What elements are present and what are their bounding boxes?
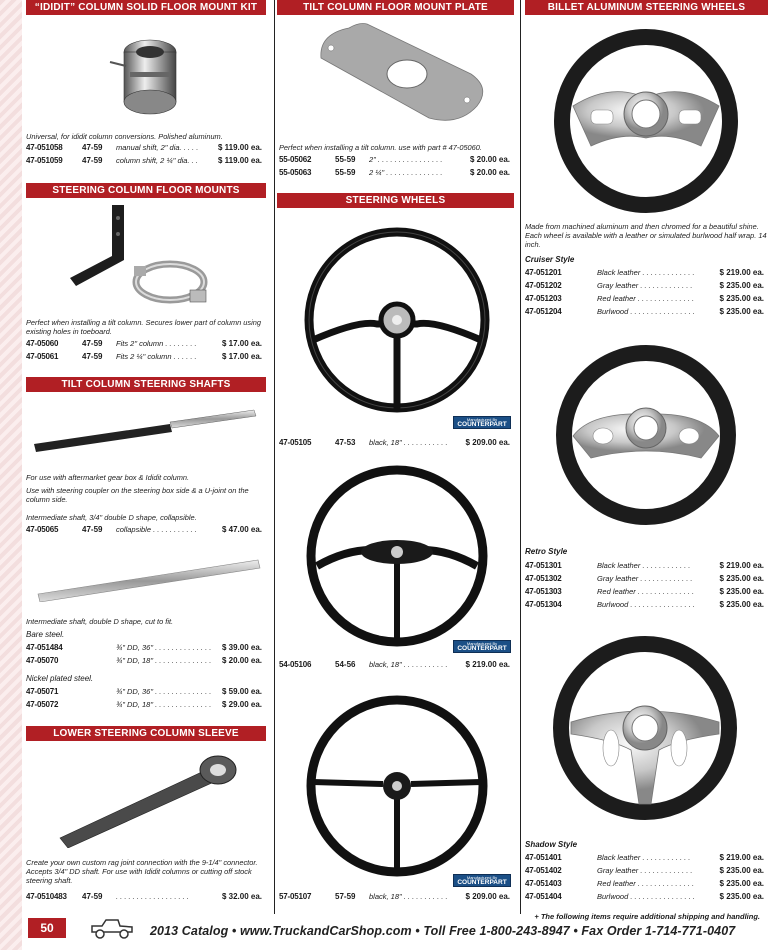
- product-row: 47-05060 47-59 Fits 2" column . . . . . . . . $ 17.00 ea.: [26, 339, 262, 348]
- retro-wheel-image: [551, 340, 741, 530]
- product-row: 47-051404 Burlwood . . . . . . . . . . . . . . . . $ 235.00 ea.: [525, 892, 764, 901]
- mount-plate-description: Perfect when installing a tilt column. use with part # 47-05060.: [279, 143, 482, 152]
- product-row: 47-05070 ¾" DD, 18" . . . . . . . . . . . . . . $ 20.00 ea.: [26, 656, 262, 665]
- nickel-steel-label: Nickel plated steel.: [26, 674, 94, 683]
- style-name-shadow: Shadow Style: [525, 840, 578, 849]
- product-row: 47-051302 Gray leather . . . . . . . . . . . . . $ 235.00 ea.: [525, 574, 764, 583]
- product-row: 47-051301 Black leather . . . . . . . . . . . . $ 219.00 ea.: [525, 561, 764, 570]
- shafts-description-4: Intermediate shaft, double D shape, cut to fit.: [26, 617, 174, 626]
- cruiser-wheel-image: [551, 26, 741, 216]
- product-row: 47-051403 Red leather . . . . . . . . . . . . . . $ 235.00 ea.: [525, 879, 764, 888]
- steering-wheel-57-image: [299, 688, 495, 884]
- product-row: 47-051484 ¾" DD, 36" . . . . . . . . . . . . . . $ 39.00 ea.: [26, 643, 262, 652]
- product-row: 47-05061 47-59 Fits 2 ¼" column . . . . . . $ 17.00 ea.: [26, 352, 262, 361]
- product-row: 47-051402 Gray leather . . . . . . . . . . . . . $ 235.00 ea.: [525, 866, 764, 875]
- ididit-kit-description: Universal, for ididit column conversions. Polished aluminum.: [26, 132, 223, 141]
- section-header-floor-mount-plate: TILT COLUMN FLOOR MOUNT PLATE: [277, 0, 514, 15]
- floor-mounts-description: Perfect when installing a tilt column. Secures lower part of column using existing holes in toeboard.: [26, 318, 261, 336]
- product-row: 47-051201 Black leather . . . . . . . . . . . . . $ 219.00 ea.: [525, 268, 764, 277]
- product-row: 47-05071 ¾" DD, 36" . . . . . . . . . . . . . . $ 59.00 ea.: [26, 687, 262, 696]
- product-row: 47-051058 47-59 manual shift, 2" dia. . . . . $ 119.00 ea.: [26, 143, 262, 152]
- column-middle: [274, 0, 514, 914]
- counterpart-badge: Manufactured By COUNTERPART: [453, 874, 511, 887]
- catalog-tagline: 2013 Catalog • www.TruckandCarShop.com • Toll Free 1-800-243-8947 • Fax Order 1-714-771-0407: [150, 924, 736, 938]
- product-row: 47-051401 Black leather . . . . . . . . . . . . $ 219.00 ea.: [525, 853, 764, 862]
- billet-description: Made from machined aluminum and then chromed for a beautiful shine. Each wheel is available with a leather or simulated burlwood half wrap. 14 inch.: [525, 222, 767, 249]
- column-right: [520, 0, 768, 914]
- product-row: 47-05072 ¾" DD, 18" . . . . . . . . . . . . . . $ 29.00 ea.: [26, 700, 262, 709]
- page-edge-decoration: [0, 0, 22, 950]
- sleeve-description: Create your own custom rag joint connection with the 9-1/4" connector. Accepts 3/4" DD shaft. For use with Ididit columns or cutting off stock steering shaft.: [26, 858, 258, 885]
- dd-shaft-image: [34, 552, 264, 602]
- product-row: 47-051059 47-59 column shift, 2 ¼" dia. . . $ 119.00 ea.: [26, 156, 262, 165]
- shafts-description-3: Intermediate shaft, 3/4" double D shape, collapsible.: [26, 513, 197, 522]
- shadow-wheel-image: [547, 630, 743, 826]
- product-row: 55-05063 55-59 2 ¼" . . . . . . . . . . . . . . $ 20.00 ea.: [279, 168, 510, 177]
- product-row: 57-05107 57-59 black, 18" . . . . . . . . . . . $ 209.00 ea.: [279, 892, 510, 901]
- product-row: 47-051204 Burlwood . . . . . . . . . . . . . . . . $ 235.00 ea.: [525, 307, 764, 316]
- product-row: 47-051304 Burlwood . . . . . . . . . . . . . . . . $ 235.00 ea.: [525, 600, 764, 609]
- style-name-cruiser: Cruiser Style: [525, 255, 575, 264]
- floor-mount-plate-image: [309, 18, 499, 128]
- truck-logo-icon: [88, 914, 136, 940]
- floor-mount-kit-image: [104, 22, 194, 122]
- section-header-steering-wheels: STEERING WHEELS: [277, 193, 514, 208]
- shipping-note: + The following items require additional shipping and handling.: [534, 912, 760, 921]
- steering-wheel-47-image: [299, 222, 495, 418]
- product-row: 47-051303 Red leather . . . . . . . . . . . . . . $ 235.00 ea.: [525, 587, 764, 596]
- counterpart-badge: Manufactured By COUNTERPART: [453, 640, 511, 653]
- collapsible-shaft-image: [30, 400, 260, 460]
- section-header-ididit-floor-mount: “IDIDIT” COLUMN SOLID FLOOR MOUNT KIT: [26, 0, 266, 15]
- column-left: [26, 0, 266, 914]
- product-row: 54-05106 54-56 black, 18" . . . . . . . . . . . $ 219.00 ea.: [279, 660, 510, 669]
- product-row: 47-051202 Gray leather . . . . . . . . . . . . . $ 235.00 ea.: [525, 281, 764, 290]
- section-header-steering-shafts: TILT COLUMN STEERING SHAFTS: [26, 377, 266, 392]
- product-row: 47-0510483 47-59 . . . . . . . . . . . . . . . . . . $ 32.00 ea.: [26, 892, 262, 901]
- page-number: 50: [28, 918, 66, 938]
- shafts-description-2: Use with steering coupler on the steering box side & a U-joint on the column side.: [26, 486, 249, 504]
- floor-mount-bracket-image: [62, 200, 222, 310]
- product-row: 47-05065 47-59 collapsible . . . . . . . . . . . $ 47.00 ea.: [26, 525, 262, 534]
- shafts-description-1: For use with aftermarket gear box & Ididit column.: [26, 473, 190, 482]
- product-row: 55-05062 55-59 2" . . . . . . . . . . . . . . . . $ 20.00 ea.: [279, 155, 510, 164]
- style-name-retro: Retro Style: [525, 547, 568, 556]
- section-header-billet-wheels: BILLET ALUMINUM STEERING WHEELS: [525, 0, 768, 15]
- bare-steel-label: Bare steel.: [26, 630, 65, 639]
- column-sleeve-image: [56, 748, 256, 848]
- counterpart-badge: Manufactured By COUNTERPART: [453, 416, 511, 429]
- product-row: 47-05105 47-53 black, 18" . . . . . . . . . . . $ 209.00 ea.: [279, 438, 510, 447]
- steering-wheel-54-image: [299, 458, 495, 654]
- section-header-floor-mounts: STEERING COLUMN FLOOR MOUNTS: [26, 183, 266, 198]
- section-header-column-sleeve: LOWER STEERING COLUMN SLEEVE: [26, 726, 266, 741]
- product-row: 47-051203 Red leather . . . . . . . . . . . . . . $ 235.00 ea.: [525, 294, 764, 303]
